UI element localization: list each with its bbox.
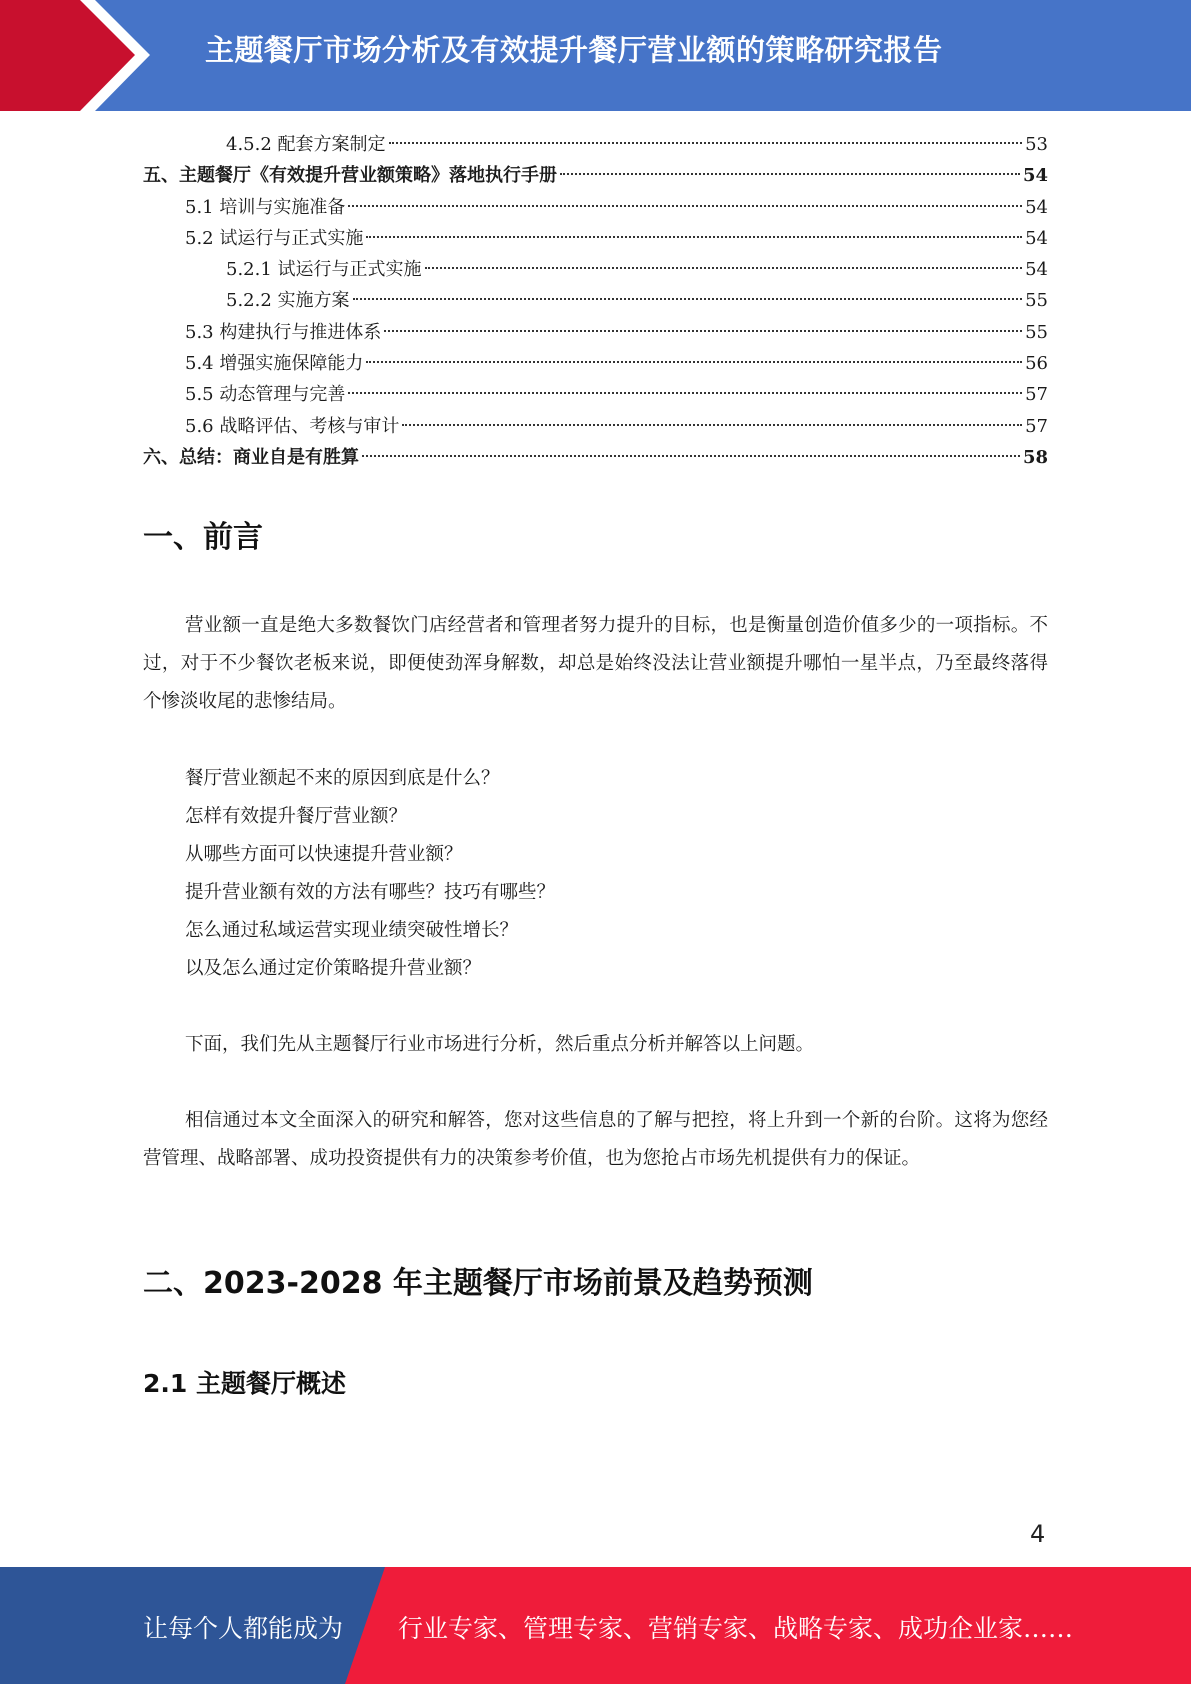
toc-entry-label: 5.1 培训与实施准备 (185, 196, 346, 218)
toc-entry-label: 5.2 试运行与正式实施 (185, 227, 364, 249)
toc-leader (353, 298, 1023, 300)
paragraph-intro: 营业额一直是绝大多数餐饮门店经营者和管理者努力提升的目标，也是衡量创造价值多少的一项指标。不过，对于不少餐饮老板来说，即便使劲浑身解数，却总是始终没法让营业额提升哪怕一星半点，乃至最终落得个惨淡收尾的悲惨结局。 (143, 615, 1048, 712)
toc-entry[interactable] (143, 285, 1048, 316)
toc-entry-page: 53 (1025, 134, 1048, 155)
toc-leader (389, 142, 1023, 144)
toc-entry[interactable] (143, 348, 1048, 379)
toc-entry[interactable] (143, 223, 1048, 254)
toc-leader (366, 361, 1022, 363)
section-heading-forecast: 二、2023-2028 年主题餐厅市场前景及趋势预测 (143, 1266, 813, 1301)
table-of-contents (143, 129, 1048, 473)
toc-leader (362, 455, 1020, 457)
question-item: 从哪些方面可以快速提升营业额？ (185, 844, 463, 865)
question-list (185, 760, 555, 988)
toc-entry-label: 5.5 动态管理与完善 (185, 384, 346, 406)
report-title: 主题餐厅市场分析及有效提升餐厅营业额的策略研究报告 (205, 33, 943, 67)
toc-entry-page: 58 (1022, 446, 1048, 468)
toc-leader (384, 330, 1022, 332)
toc-entry-page: 54 (1025, 259, 1048, 281)
toc-entry-label: 5.6 战略评估、考核与审计 (185, 415, 400, 437)
toc-entry-label: 六、总结：商业自是有胜算 (143, 446, 359, 468)
question-item: 怎样有效提升餐厅营业额？ (185, 806, 408, 827)
toc-leader (348, 205, 1022, 207)
toc-entry[interactable] (143, 129, 1048, 160)
toc-leader (425, 267, 1023, 269)
toc-entry[interactable] (143, 379, 1048, 410)
toc-entry-page: 54 (1022, 165, 1048, 187)
paragraph-overview: 下面，我们先从主题餐厅行业市场进行分析，然后重点分析并解答以上问题。 (185, 1034, 815, 1055)
paragraph-conclusion: 相信通过本文全面深入的研究和解答，您对这些信息的了解与把控，将上升到一个新的台阶。这将为您经营管理、战略部署、成功投资提供有力的决策参考价值，也为您抢占市场先机提供有力的保证。 (143, 1110, 1048, 1169)
toc-leader (560, 173, 1020, 175)
question-item: 餐厅营业额起不来的原因到底是什么？ (185, 768, 500, 789)
toc-entry[interactable] (143, 160, 1048, 191)
toc-entry[interactable] (143, 254, 1048, 285)
toc-entry-page: 55 (1025, 290, 1048, 312)
question-item: 以及怎么通过定价策略提升营业额？ (185, 958, 482, 979)
subsection-heading-overview: 2.1 主题餐厅概述 (143, 1369, 346, 1398)
toc-entry-label: 5.2.1 试运行与正式实施 (226, 259, 422, 281)
question-item: 提升营业额有效的方法有哪些？技巧有哪些？ (185, 882, 556, 903)
toc-entry-label: 5.4 增强实施保障能力 (185, 353, 364, 375)
page-number: 4 (1030, 1520, 1046, 1548)
question-item: 怎么通过私域运营实现业绩突破性增长？ (185, 920, 519, 941)
toc-entry-label: 5.2.2 实施方案 (226, 290, 350, 312)
toc-entry-label: 4.5.2 配套方案制定 (226, 134, 386, 155)
page-footer (0, 1567, 1191, 1684)
toc-entry-page: 57 (1025, 384, 1048, 406)
toc-leader (348, 392, 1022, 394)
page-header (0, 0, 1191, 111)
toc-entry-label: 五、主题餐厅《有效提升营业额策略》落地执行手册 (143, 165, 557, 187)
toc-entry[interactable] (143, 411, 1048, 442)
footer-slogan-right: 行业专家、管理专家、营销专家、战略专家、成功企业家…… (398, 1614, 1074, 1643)
toc-entry-page: 55 (1025, 321, 1048, 343)
toc-entry-page: 54 (1025, 196, 1048, 218)
toc-entry[interactable] (143, 317, 1048, 348)
toc-leader (402, 424, 1022, 426)
footer-slogan-left: 让每个人都能成为 (143, 1614, 344, 1643)
toc-entry-page: 54 (1025, 227, 1048, 249)
toc-entry-page: 56 (1025, 353, 1048, 375)
toc-entry[interactable] (143, 192, 1048, 223)
toc-leader (366, 236, 1022, 238)
toc-entry[interactable] (143, 442, 1048, 473)
toc-entry-label: 5.3 构建执行与推进体系 (185, 321, 382, 343)
section-heading-preface: 一、前言 (143, 520, 263, 555)
toc-entry-page: 57 (1025, 415, 1048, 437)
